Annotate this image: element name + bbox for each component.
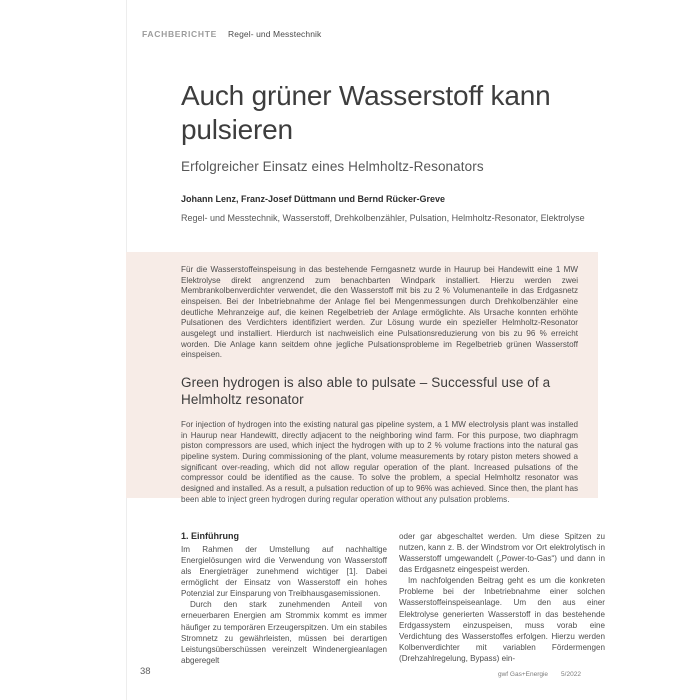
header-topic-label: Regel- und Messtechnik — [228, 29, 322, 39]
page-header — [142, 30, 321, 39]
body-paragraph: Durch den stark zunehmenden Anteil von erneuerbaren Energien am Strommix kommt es immer häufiger zu temporären Erzeugerspitzen. Um ein stabiles Stromnetz zu gewährleisten, müssen bei derartigen Leistungsüberschüssen vereinzelt Windenergieanlagen abgeregelt — [181, 600, 387, 665]
issue-number: 5/2022 — [561, 671, 581, 678]
keywords-line: Regel- und Messtechnik, Wasserstoff, Drehkolbenzähler, Pulsation, Helmholtz-Resonator, Elektrolyse — [181, 213, 585, 223]
abstract-german: Für die Wasserstoffeinspeisung in das bestehende Ferngasnetz wurde in Haurup bei Handewitt eine 1 MW Elektrolyse direkt angrenzend zum benachbarten Windpark installiert. Hierzu werden zwei Membrankolbenverdichter verwendet, die den Wasserstoff mit bis zu 2 % Volumenanteile in das Erdgasnetz einspeisen. Bei der Inbetriebnahme der Anlage fiel bei Mengenmessungen durch Drehkolbenzähler eine deutliche Mehranzeige auf, die keinen Regelbetrieb der Anlage ermöglichte. Als Ursache konnten erhöhte Pulsationen des Verdichters identifiziert werden. Zur Lösung wurde ein spezieller Helmholtz-Resonator ausgelegt und installiert. Hierdurch ist nachweislich eine Pulsationsreduzierung von bis zu 96 % erreicht worden. Die Anlage kann seitdem ohne jegliche Pulsationsprobleme im Regelbetrieb grünen Wasserstoff einspeisen. — [181, 265, 578, 360]
journal-name: gwf Gas+Energie — [498, 671, 549, 678]
body-paragraph: Im nachfolgenden Beitrag geht es um die konkreten Probleme bei der Inbetriebnahme einer solchen Wasserstoffeinspeiseanlage. Um den aus einer Elektrolyse generierten Wasserstoff in das bestehende Erdgassystem einzuspeisen, muss vorab eine Verdichtung des Wasserstoffes erfolgen. Hierzu werden Kolbenverdichter mit variablen Fördermengen (Drehzahlregelung, Bypass) ein- — [399, 576, 605, 663]
footer-journal-line — [498, 671, 581, 678]
abstract-box — [126, 252, 598, 504]
body-column-right — [399, 531, 605, 666]
page-number: 38 — [140, 666, 151, 677]
article-title: Auch grüner Wasserstoff kann pulsieren — [181, 80, 551, 145]
authors-line: Johann Lenz, Franz-Josef Düttmann und Bernd Rücker-Greve — [181, 194, 446, 204]
header-section-label: FACHBERICHTE — [142, 29, 217, 39]
body-columns — [181, 531, 606, 666]
abstract-english: For injection of hydrogen into the existing natural gas pipeline system, a 1 MW electrolysis plant was installed in Haurup near Handewitt, directly adjacent to the neighboring wind farm. For this purpose, two diaphragm piston compressors are used, which inject the hydrogen with up to 2 % volume fractions into the natural gas pipeline system. During commissioning of the plant, volume measurements by rotary piston meters showed a significant over-reading, which did not allow regular operation of the plant. Increased pulsations of the compressor could be identified as the cause. To solve the problem, a special Helmholtz resonator was designed and installed. As a result, a pulsation reduction of up to 96% was achieved. Since then, the plant has been able to inject green hydrogen during regular operation without any pulsation problems. — [181, 419, 578, 504]
english-title: Green hydrogen is also able to pulsate – Successful use of a Helmholtz resonator — [181, 375, 551, 407]
body-paragraph: Im Rahmen der Umstellung auf nachhaltige Energielösungen wird die Verwendung von Wasserstoff als Energieträger zunehmend wichtiger [1]. Dabei ermöglicht der Einsatz von Wasserstoff ein hohes Potenzial zur Einsparung von Treibhausgasemissionen. — [181, 545, 387, 599]
article-subtitle: Erfolgreicher Einsatz eines Helmholtz-Resonators — [181, 159, 484, 174]
section-heading-einfuehrung: 1. Einführung — [181, 531, 239, 541]
body-paragraph: oder gar abgeschaltet werden. Um diese Spitzen zu nutzen, kann z. B. der Windstrom vor Ort elektrolytisch in Wasserstoff umgewandelt („Power-to-Gas“) und dann in das Erdgasnetz eingespeist werden. — [399, 532, 605, 575]
body-column-left — [181, 531, 387, 666]
